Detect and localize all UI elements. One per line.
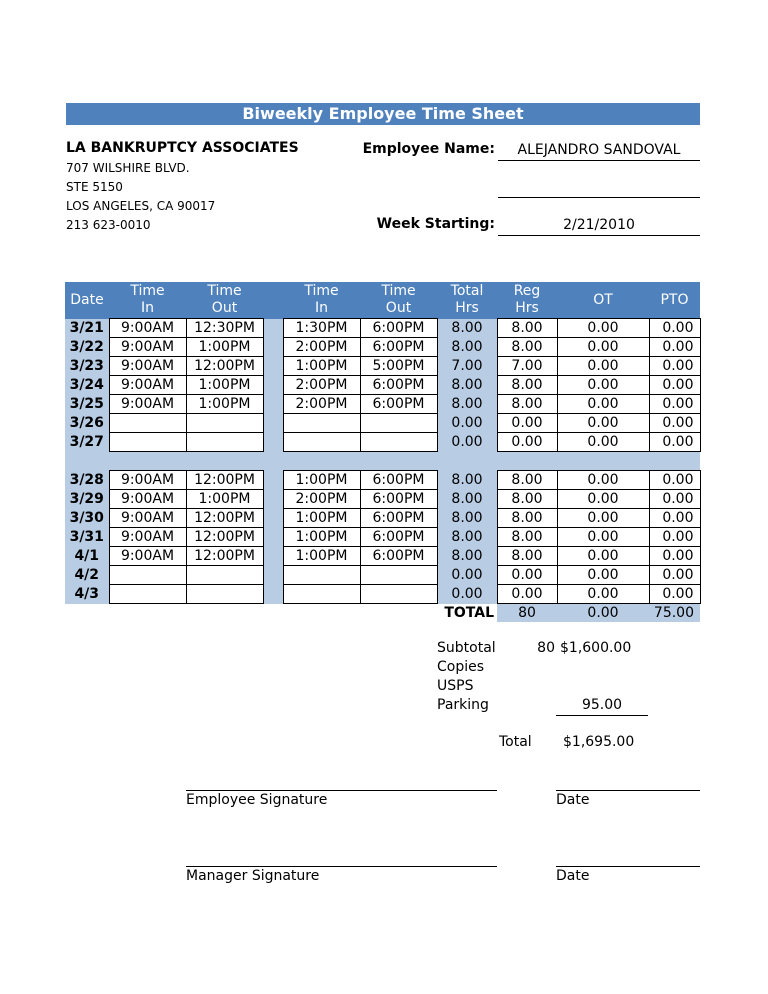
total-pto: 75.00 bbox=[649, 604, 700, 623]
employee-date-label: Date bbox=[556, 792, 590, 808]
pto-cell[interactable]: 0.00 bbox=[649, 490, 700, 509]
parking-amount[interactable]: 95.00 bbox=[556, 697, 648, 716]
time-in-1-cell[interactable] bbox=[109, 433, 186, 452]
ot-cell[interactable]: 0.00 bbox=[557, 338, 649, 357]
table-row bbox=[65, 433, 700, 452]
ot-cell[interactable]: 0.00 bbox=[557, 414, 649, 433]
table-row bbox=[65, 585, 700, 604]
header-ot: OT bbox=[557, 282, 649, 319]
pto-cell[interactable]: 0.00 bbox=[649, 566, 700, 585]
reg-hrs-cell[interactable]: 8.00 bbox=[497, 376, 557, 395]
lunch-spacer bbox=[263, 414, 283, 433]
table-row bbox=[65, 319, 700, 338]
parking-label: Parking bbox=[437, 697, 489, 713]
total-hrs-cell: 8.00 bbox=[437, 547, 497, 566]
header-spacer bbox=[263, 282, 283, 319]
pto-cell[interactable]: 0.00 bbox=[649, 509, 700, 528]
table-header-row bbox=[65, 282, 700, 319]
time-in-1-cell[interactable]: 9:00AM bbox=[109, 528, 186, 547]
time-out-2-cell[interactable]: 6:00PM bbox=[360, 395, 437, 414]
time-out-1-cell[interactable]: 1:00PM bbox=[186, 338, 263, 357]
row-date: 3/30 bbox=[65, 509, 109, 528]
total-hrs-cell: 0.00 bbox=[437, 414, 497, 433]
time-in-1-cell[interactable]: 9:00AM bbox=[109, 471, 186, 490]
lunch-spacer bbox=[263, 490, 283, 509]
time-out-2-cell[interactable]: 6:00PM bbox=[360, 490, 437, 509]
total-hrs-cell: 8.00 bbox=[437, 338, 497, 357]
row-date: 3/27 bbox=[65, 433, 109, 452]
time-out-1-cell[interactable]: 12:00PM bbox=[186, 509, 263, 528]
reg-hrs-cell[interactable]: 8.00 bbox=[497, 395, 557, 414]
table-row bbox=[65, 414, 700, 433]
subtotal-hours: 80 bbox=[537, 640, 555, 656]
total-hrs-cell: 0.00 bbox=[437, 433, 497, 452]
time-out-2-cell[interactable]: 6:00PM bbox=[360, 376, 437, 395]
header-time-in-1: Time In bbox=[109, 282, 186, 319]
total-hrs-cell: 8.00 bbox=[437, 319, 497, 338]
reg-hrs-cell[interactable]: 0.00 bbox=[497, 414, 557, 433]
time-in-2-cell[interactable] bbox=[283, 585, 360, 604]
ot-cell[interactable]: 0.00 bbox=[557, 433, 649, 452]
total-label: TOTAL bbox=[437, 604, 497, 623]
grand-total: $1,695.00 bbox=[563, 734, 635, 750]
lunch-spacer bbox=[263, 376, 283, 395]
lunch-spacer bbox=[263, 433, 283, 452]
company-name: LA BANKRUPTCY ASSOCIATES bbox=[66, 140, 299, 156]
week-starting-label: Week Starting: bbox=[376, 216, 495, 232]
time-in-2-cell[interactable]: 1:30PM bbox=[283, 319, 360, 338]
lunch-spacer bbox=[263, 566, 283, 585]
total-hrs-cell: 8.00 bbox=[437, 528, 497, 547]
reg-hrs-cell[interactable]: 0.00 bbox=[497, 433, 557, 452]
pto-cell[interactable]: 0.00 bbox=[649, 433, 700, 452]
reg-hrs-cell[interactable]: 8.00 bbox=[497, 547, 557, 566]
header-reg-hrs: Reg Hrs bbox=[497, 282, 557, 319]
time-out-2-cell[interactable]: 5:00PM bbox=[360, 357, 437, 376]
time-out-1-cell[interactable] bbox=[186, 433, 263, 452]
time-out-2-cell[interactable]: 6:00PM bbox=[360, 509, 437, 528]
time-in-2-cell[interactable]: 1:00PM bbox=[283, 509, 360, 528]
subtotal-amount: $1,600.00 bbox=[560, 640, 632, 656]
total-hrs-cell: 8.00 bbox=[437, 471, 497, 490]
time-out-1-cell[interactable]: 1:00PM bbox=[186, 376, 263, 395]
ot-cell[interactable]: 0.00 bbox=[557, 547, 649, 566]
table-row bbox=[65, 490, 700, 509]
week-starting-field[interactable]: 2/21/2010 bbox=[498, 216, 700, 236]
pto-cell[interactable]: 0.00 bbox=[649, 585, 700, 604]
row-date: 3/22 bbox=[65, 338, 109, 357]
total-hrs-cell: 8.00 bbox=[437, 490, 497, 509]
total-hrs-cell: 7.00 bbox=[437, 357, 497, 376]
time-out-2-cell[interactable] bbox=[360, 566, 437, 585]
ot-cell[interactable]: 0.00 bbox=[557, 528, 649, 547]
employee-signature-line[interactable] bbox=[186, 790, 497, 791]
time-out-2-cell[interactable]: 6:00PM bbox=[360, 547, 437, 566]
time-in-2-cell[interactable]: 2:00PM bbox=[283, 376, 360, 395]
reg-hrs-cell[interactable]: 8.00 bbox=[497, 509, 557, 528]
time-out-2-cell[interactable]: 6:00PM bbox=[360, 528, 437, 547]
row-date: 3/29 bbox=[65, 490, 109, 509]
row-date: 3/21 bbox=[65, 319, 109, 338]
header-time-out-1: Time Out bbox=[186, 282, 263, 319]
reg-hrs-cell[interactable]: 8.00 bbox=[497, 319, 557, 338]
time-in-1-cell[interactable]: 9:00AM bbox=[109, 395, 186, 414]
time-out-1-cell[interactable]: 12:00PM bbox=[186, 547, 263, 566]
pto-cell[interactable]: 0.00 bbox=[649, 319, 700, 338]
reg-hrs-cell[interactable]: 7.00 bbox=[497, 357, 557, 376]
row-date: 3/23 bbox=[65, 357, 109, 376]
lunch-spacer bbox=[263, 471, 283, 490]
table-row bbox=[65, 471, 700, 490]
header-time-in-2: Time In bbox=[283, 282, 360, 319]
time-in-1-cell[interactable]: 9:00AM bbox=[109, 338, 186, 357]
copies-label: Copies bbox=[437, 659, 485, 675]
pto-cell[interactable]: 0.00 bbox=[649, 471, 700, 490]
lunch-spacer bbox=[263, 395, 283, 414]
total-reg: 80 bbox=[497, 604, 557, 623]
time-out-1-cell[interactable]: 1:00PM bbox=[186, 395, 263, 414]
row-date: 4/2 bbox=[65, 566, 109, 585]
ot-cell[interactable]: 0.00 bbox=[557, 566, 649, 585]
table-row bbox=[65, 376, 700, 395]
pto-cell[interactable]: 0.00 bbox=[649, 395, 700, 414]
lunch-spacer bbox=[263, 528, 283, 547]
manager-date-label: Date bbox=[556, 868, 590, 884]
total-hrs-cell: 8.00 bbox=[437, 376, 497, 395]
company-address-line2: STE 5150 bbox=[66, 180, 123, 194]
time-out-2-cell[interactable]: 6:00PM bbox=[360, 338, 437, 357]
header-total-hrs: Total Hrs bbox=[437, 282, 497, 319]
time-out-1-cell[interactable]: 1:00PM bbox=[186, 490, 263, 509]
manager-signature-label: Manager Signature bbox=[186, 868, 320, 884]
ot-cell[interactable]: 0.00 bbox=[557, 357, 649, 376]
time-in-1-cell[interactable]: 9:00AM bbox=[109, 357, 186, 376]
time-out-2-cell[interactable] bbox=[360, 433, 437, 452]
row-date: 4/1 bbox=[65, 547, 109, 566]
time-in-1-cell[interactable] bbox=[109, 566, 186, 585]
row-date: 3/31 bbox=[65, 528, 109, 547]
sheet-title: Biweekly Employee Time Sheet bbox=[66, 103, 700, 125]
time-in-1-cell[interactable]: 9:00AM bbox=[109, 490, 186, 509]
time-in-2-cell[interactable]: 1:00PM bbox=[283, 357, 360, 376]
time-out-1-cell[interactable] bbox=[186, 585, 263, 604]
time-in-1-cell[interactable] bbox=[109, 414, 186, 433]
time-out-1-cell[interactable]: 12:00PM bbox=[186, 471, 263, 490]
table-row bbox=[65, 528, 700, 547]
pto-cell[interactable]: 0.00 bbox=[649, 338, 700, 357]
employee-signature-label: Employee Signature bbox=[186, 792, 328, 808]
manager-signature-line[interactable] bbox=[186, 866, 497, 867]
time-in-1-cell[interactable]: 9:00AM bbox=[109, 547, 186, 566]
ot-cell[interactable]: 0.00 bbox=[557, 395, 649, 414]
header-time-out-2: Time Out bbox=[360, 282, 437, 319]
time-out-1-cell[interactable] bbox=[186, 566, 263, 585]
reg-hrs-cell[interactable]: 8.00 bbox=[497, 490, 557, 509]
subtotal-label: Subtotal bbox=[437, 640, 496, 656]
time-in-2-cell[interactable]: 2:00PM bbox=[283, 395, 360, 414]
reg-hrs-cell[interactable]: 0.00 bbox=[497, 585, 557, 604]
pto-cell[interactable]: 0.00 bbox=[649, 357, 700, 376]
lunch-spacer bbox=[263, 319, 283, 338]
reg-hrs-cell[interactable]: 8.00 bbox=[497, 528, 557, 547]
table-row bbox=[65, 566, 700, 585]
total-hrs-cell: 8.00 bbox=[437, 509, 497, 528]
header-date: Date bbox=[65, 282, 109, 319]
reg-hrs-cell[interactable]: 8.00 bbox=[497, 471, 557, 490]
company-city: LOS ANGELES, CA 90017 bbox=[66, 199, 216, 213]
manager-date-line[interactable] bbox=[556, 866, 700, 867]
reg-hrs-cell[interactable]: 8.00 bbox=[497, 338, 557, 357]
time-in-2-cell[interactable] bbox=[283, 414, 360, 433]
table-row bbox=[65, 395, 700, 414]
lunch-spacer bbox=[263, 338, 283, 357]
pto-cell[interactable]: 0.00 bbox=[649, 414, 700, 433]
time-out-2-cell[interactable] bbox=[360, 585, 437, 604]
time-out-1-cell[interactable]: 12:30PM bbox=[186, 319, 263, 338]
pto-cell[interactable]: 0.00 bbox=[649, 547, 700, 566]
employee-name-field[interactable]: ALEJANDRO SANDOVAL bbox=[498, 141, 700, 161]
header-pto: PTO bbox=[649, 282, 700, 319]
row-date: 3/28 bbox=[65, 471, 109, 490]
row-date: 4/3 bbox=[65, 585, 109, 604]
total-ot: 0.00 bbox=[557, 604, 649, 623]
lunch-spacer bbox=[263, 547, 283, 566]
time-in-2-cell[interactable]: 2:00PM bbox=[283, 490, 360, 509]
total-hrs-cell: 8.00 bbox=[437, 395, 497, 414]
lunch-spacer bbox=[263, 357, 283, 376]
reg-hrs-cell[interactable]: 0.00 bbox=[497, 566, 557, 585]
table-row bbox=[65, 547, 700, 566]
time-in-2-cell[interactable] bbox=[283, 433, 360, 452]
week-gap-row bbox=[65, 452, 700, 471]
ot-cell[interactable]: 0.00 bbox=[557, 319, 649, 338]
table-row bbox=[65, 338, 700, 357]
total-hrs-cell: 0.00 bbox=[437, 585, 497, 604]
ot-cell[interactable]: 0.00 bbox=[557, 471, 649, 490]
ot-cell[interactable]: 0.00 bbox=[557, 490, 649, 509]
company-address-line1: 707 WILSHIRE BLVD. bbox=[66, 161, 190, 175]
pto-cell[interactable]: 0.00 bbox=[649, 528, 700, 547]
table-row bbox=[65, 357, 700, 376]
employee-date-line[interactable] bbox=[556, 790, 700, 791]
company-phone: 213 623-0010 bbox=[66, 218, 151, 232]
row-date: 3/24 bbox=[65, 376, 109, 395]
employee-name-label: Employee Name: bbox=[362, 141, 495, 157]
time-in-2-cell[interactable]: 2:00PM bbox=[283, 338, 360, 357]
time-in-1-cell[interactable]: 9:00AM bbox=[109, 319, 186, 338]
totals-row bbox=[65, 604, 700, 623]
row-date: 3/26 bbox=[65, 414, 109, 433]
time-in-1-cell[interactable]: 9:00AM bbox=[109, 509, 186, 528]
total-hrs-cell: 0.00 bbox=[437, 566, 497, 585]
time-out-1-cell[interactable]: 12:00PM bbox=[186, 528, 263, 547]
ot-cell[interactable]: 0.00 bbox=[557, 376, 649, 395]
time-out-2-cell[interactable]: 6:00PM bbox=[360, 319, 437, 338]
timesheet-table bbox=[65, 282, 701, 622]
employee-extra-field[interactable] bbox=[498, 178, 700, 198]
total-label-summary: Total bbox=[499, 734, 532, 750]
time-out-2-cell[interactable]: 6:00PM bbox=[360, 471, 437, 490]
ot-cell[interactable]: 0.00 bbox=[557, 509, 649, 528]
lunch-spacer bbox=[263, 585, 283, 604]
ot-cell[interactable]: 0.00 bbox=[557, 585, 649, 604]
time-in-2-cell[interactable]: 1:00PM bbox=[283, 471, 360, 490]
time-out-2-cell[interactable] bbox=[360, 414, 437, 433]
time-in-1-cell[interactable]: 9:00AM bbox=[109, 376, 186, 395]
lunch-spacer bbox=[263, 509, 283, 528]
time-out-1-cell[interactable] bbox=[186, 414, 263, 433]
time-in-2-cell[interactable] bbox=[283, 566, 360, 585]
time-in-2-cell[interactable]: 1:00PM bbox=[283, 547, 360, 566]
table-row bbox=[65, 509, 700, 528]
row-date: 3/25 bbox=[65, 395, 109, 414]
time-in-1-cell[interactable] bbox=[109, 585, 186, 604]
usps-label: USPS bbox=[437, 678, 474, 694]
time-out-1-cell[interactable]: 12:00PM bbox=[186, 357, 263, 376]
pto-cell[interactable]: 0.00 bbox=[649, 376, 700, 395]
time-in-2-cell[interactable]: 1:00PM bbox=[283, 528, 360, 547]
